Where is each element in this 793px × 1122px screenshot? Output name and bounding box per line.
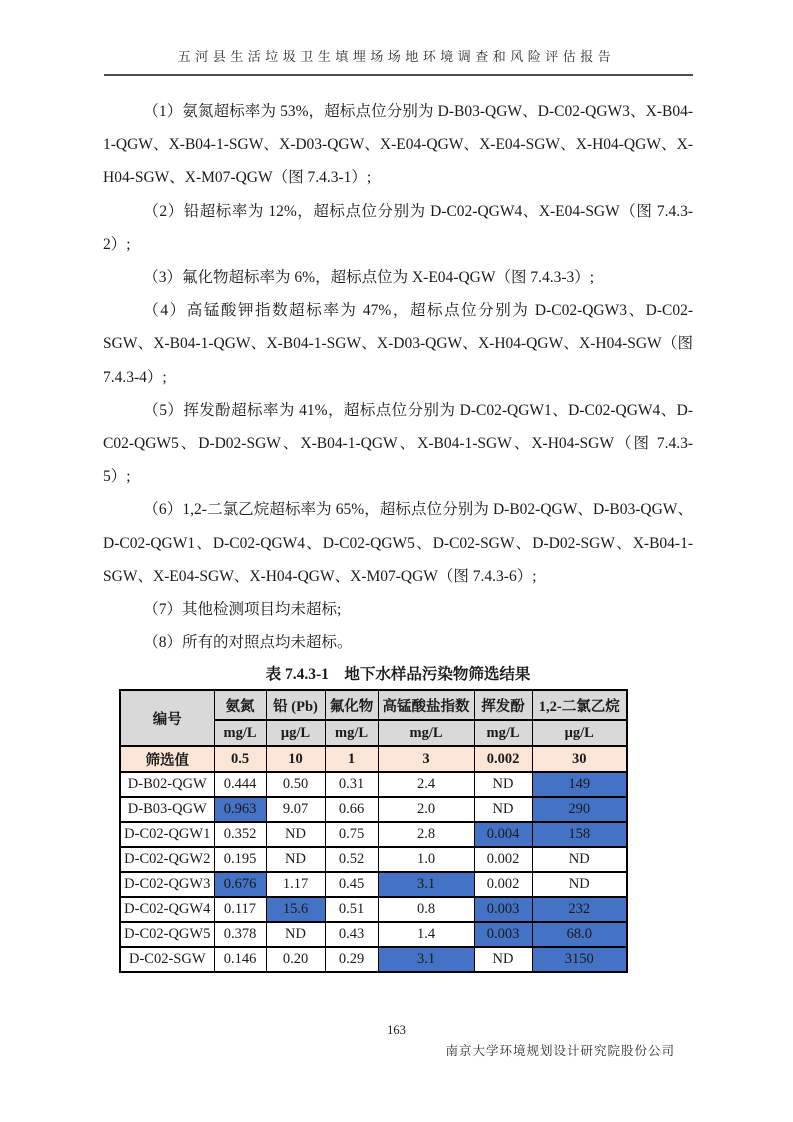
value-cell: 0.8 [378, 897, 474, 922]
value-cell: ND [474, 947, 532, 972]
col-header-ammonia: 氨氮 [214, 690, 266, 720]
value-cell: ND [532, 872, 627, 897]
screening-results-table [119, 689, 628, 973]
value-cell-exceedance: 3.1 [378, 947, 474, 972]
value-cell-exceedance: 0.003 [474, 897, 532, 922]
sample-id-cell: D-C02-QGW4 [120, 897, 214, 922]
value-cell-exceedance: 68.0 [532, 922, 627, 947]
value-cell: 0.51 [325, 897, 378, 922]
table-row [120, 947, 627, 972]
screening-value-permanganate-index: 3 [378, 746, 474, 772]
value-cell: ND [266, 922, 325, 947]
paragraph-7: （7）其他检测项目均未超标; [143, 601, 342, 619]
paragraph-3: （3）氟化物超标率为 6%，超标点位为 X-E04-QGW（图 7.4.3-3）; [143, 269, 595, 287]
unit-ammonia: mg/L [214, 720, 266, 746]
unit-lead: μg/L [266, 720, 325, 746]
col-header-volatile-phenol: 挥发酚 [474, 690, 532, 720]
sample-id-cell: D-C02-QGW2 [120, 847, 214, 872]
screening-value-lead: 10 [266, 746, 325, 772]
value-cell-exceedance: 290 [532, 797, 627, 822]
value-cell: 0.66 [325, 797, 378, 822]
value-cell: 1.17 [266, 872, 325, 897]
table-title: 表 7.4.3-1 地下水样品污染物筛选结果 [265, 666, 531, 684]
value-cell: 0.45 [325, 872, 378, 897]
col-header-fluoride: 氟化物 [325, 690, 378, 720]
col-header-sample-id: 编号 [120, 690, 214, 746]
value-cell: ND [266, 847, 325, 872]
table-header-row [120, 690, 627, 720]
paragraph-4: （4）高锰酸钾指数超标率为 47%，超标点位分别为 D-C02-QGW3、D-C02-SGW、X-B04-1-QGW、X-B04-1-SGW、X-D03-QGW、X-H04-QGW、X-H04-SGW（图 7.4.3-4）; [103, 302, 693, 386]
value-cell: 0.352 [214, 822, 266, 847]
unit-dichloroethane: μg/L [532, 720, 627, 746]
paragraph-2: （2）铅超标率为 12%，超标点位分别为 D-C02-QGW4、X-E04-SGW（图 7.4.3-2）; [103, 202, 693, 253]
value-cell: ND [532, 847, 627, 872]
paragraph-1: （1）氨氮超标率为 53%，超标点位分别为 D-B03-QGW、D-C02-QGW3、X-B04-1-QGW、X-B04-1-SGW、X-D03-QGW、X-E04-QGW、X-E04-SGW、X-H04-QGW、X-H04-SGW、X-M07-QGW（图 7.4.3-1）; [103, 103, 693, 187]
sample-id-cell: D-C02-SGW [120, 947, 214, 972]
value-cell-exceedance: 3150 [532, 947, 627, 972]
document-body [103, 95, 693, 973]
col-header-permanganate-index: 高锰酸盐指数 [378, 690, 474, 720]
footer-organization: 南京大学环境规划设计研究院股份公司 [445, 1044, 675, 1058]
screening-value-volatile-phenol: 0.002 [474, 746, 532, 772]
header-divider [104, 74, 693, 76]
col-header-dichloroethane: 1,2-二氯乙烷 [532, 690, 627, 720]
value-cell-exceedance: 0.003 [474, 922, 532, 947]
value-cell: 0.002 [474, 847, 532, 872]
value-cell: 2.0 [378, 797, 474, 822]
value-cell: 1.4 [378, 922, 474, 947]
table-row [120, 897, 627, 922]
value-cell: 0.002 [474, 872, 532, 897]
value-cell: 2.8 [378, 822, 474, 847]
value-cell: ND [474, 772, 532, 797]
value-cell: ND [474, 797, 532, 822]
value-cell: 0.31 [325, 772, 378, 797]
value-cell: 0.117 [214, 897, 266, 922]
value-cell-exceedance: 158 [532, 822, 627, 847]
unit-volatile-phenol: mg/L [474, 720, 532, 746]
value-cell: 0.378 [214, 922, 266, 947]
value-cell: 0.52 [325, 847, 378, 872]
value-cell-exceedance: 0.004 [474, 822, 532, 847]
value-cell-exceedance: 3.1 [378, 872, 474, 897]
value-cell: 0.50 [266, 772, 325, 797]
value-cell: 0.75 [325, 822, 378, 847]
paragraph-6: （6）1,2-二氯乙烷超标率为 65%，超标点位分别为 D-B02-QGW、D-B03-QGW、D-C02-QGW1、D-C02-QGW4、D-C02-QGW5、D-C02-SGW、D-D02-SGW、X-B04-1-SGW、X-E04-SGW、X-H04-QGW、X-M07-QGW（图 7.4.3-6）; [103, 501, 693, 585]
value-cell: 0.195 [214, 847, 266, 872]
value-cell: 9.07 [266, 797, 325, 822]
sample-id-cell: D-C02-QGW1 [120, 822, 214, 847]
col-header-lead: 铅 (Pb) [266, 690, 325, 720]
paragraph-8: （8）所有的对照点均未超标。 [143, 634, 353, 652]
unit-permanganate-index: mg/L [378, 720, 474, 746]
value-cell: 0.20 [266, 947, 325, 972]
page-number: 163 [387, 1023, 406, 1037]
table-row [120, 772, 627, 797]
sample-id-cell: D-B03-QGW [120, 797, 214, 822]
page-header-title: 五河县生活垃圾卫生填埋场场地环境调查和风险评估报告 [177, 49, 616, 64]
value-cell-exceedance: 0.963 [214, 797, 266, 822]
screening-value-ammonia: 0.5 [214, 746, 266, 772]
value-cell: 1.0 [378, 847, 474, 872]
sample-id-cell: D-B02-QGW [120, 772, 214, 797]
value-cell: 0.146 [214, 947, 266, 972]
screening-value-fluoride: 1 [325, 746, 378, 772]
sample-id-cell: D-C02-QGW3 [120, 872, 214, 897]
screening-row-label: 筛选值 [120, 746, 214, 772]
value-cell-exceedance: 149 [532, 772, 627, 797]
screening-value-row [120, 746, 627, 772]
value-cell: 0.29 [325, 947, 378, 972]
table-row [120, 822, 627, 847]
value-cell: 0.43 [325, 922, 378, 947]
value-cell: ND [266, 822, 325, 847]
table-body [120, 772, 627, 972]
value-cell: 2.4 [378, 772, 474, 797]
table-row [120, 797, 627, 822]
value-cell-exceedance: 232 [532, 897, 627, 922]
table-row [120, 872, 627, 897]
screening-value-dichloroethane: 30 [532, 746, 627, 772]
value-cell: 0.444 [214, 772, 266, 797]
value-cell-exceedance: 0.676 [214, 872, 266, 897]
table-row [120, 847, 627, 872]
paragraph-5: （5）挥发酚超标率为 41%，超标点位分别为 D-C02-QGW1、D-C02-QGW4、D-C02-QGW5、D-D02-SGW、X-B04-1-QGW、X-B04-1-SGW、X-H04-SGW（图 7.4.3-5）; [103, 401, 693, 486]
table-row [120, 922, 627, 947]
value-cell-exceedance: 15.6 [266, 897, 325, 922]
sample-id-cell: D-C02-QGW5 [120, 922, 214, 947]
unit-fluoride: mg/L [325, 720, 378, 746]
